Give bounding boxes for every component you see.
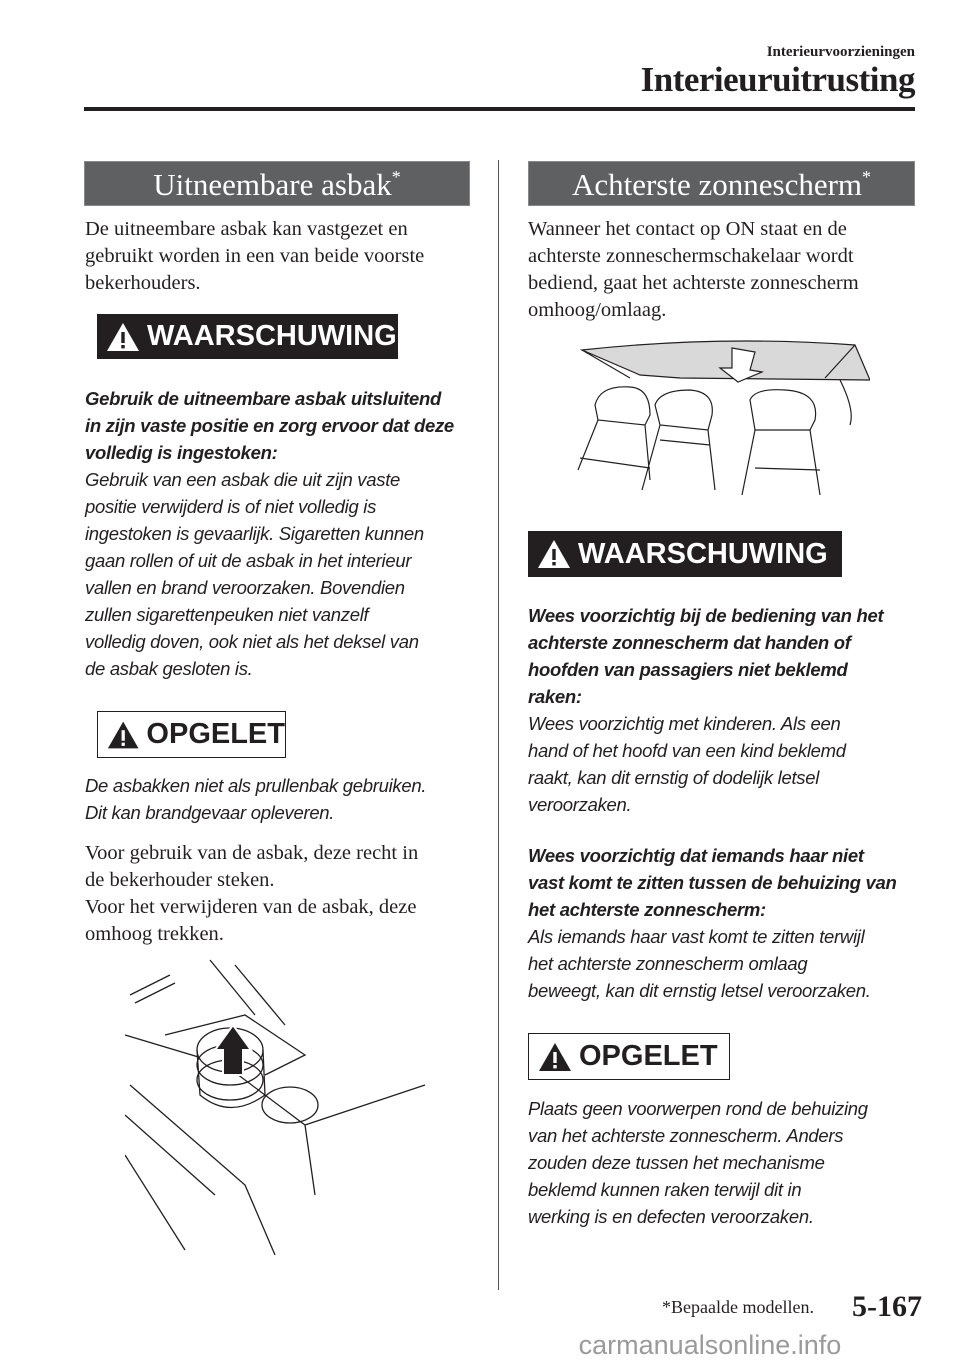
column-divider bbox=[498, 160, 499, 1290]
watermark: carmanualsonline.info bbox=[578, 1330, 842, 1360]
warning-triangle-icon bbox=[105, 321, 141, 353]
asterisk-mark: * bbox=[391, 167, 401, 187]
warning-badge bbox=[528, 531, 842, 577]
chapter-title: Interieurvoorzieningen bbox=[766, 44, 915, 60]
ashtray-intro: De uitneembare asbak kan vastgezet en gebruikt worden in een van beide voorste bekerhouders. bbox=[85, 218, 425, 294]
warning-label: WAARSCHUWING bbox=[147, 320, 397, 352]
sunshade-heading bbox=[528, 161, 915, 206]
header-rule bbox=[84, 107, 915, 111]
section-title: Interieuruitrusting bbox=[640, 60, 915, 99]
sunshade-heading-text: Achterste zonnescherm bbox=[571, 167, 863, 202]
warning-bold-text-1: Wees voorzichtig bij de bediening van het achterste zonnescherm dat handen of hoofden van passagiers niet beklemd raken: bbox=[528, 605, 884, 707]
warning-text: Gebruik van een asbak die uit zijn vaste positie verwijderd is of niet volledig is ingestoken is gevaarlijk. Sigaretten kunnen gaan rollen of uit de asbak in het interieur vallen en brand veroorzaken. Bovendien zullen sigarettenpeuken niet vanzelf volledig doven, ook niet als het deksel van de asbak gesloten is. bbox=[85, 469, 424, 679]
warning-triangle-icon bbox=[536, 538, 572, 570]
asterisk-mark: * bbox=[862, 167, 872, 187]
footnote: *Bepaalde modellen. bbox=[662, 1297, 814, 1317]
warning-bold-text: Gebruik de uitneembare asbak uitsluitend in zijn vaste positie en zorg ervoor dat deze volledig is ingestoken: bbox=[85, 388, 454, 463]
ashtray-heading-text: Uitneembare asbak bbox=[153, 167, 392, 202]
warning-label: WAARSCHUWING bbox=[578, 537, 828, 570]
caution-label: OPGELET bbox=[579, 1040, 718, 1072]
caution-label: OPGELET bbox=[146, 718, 285, 750]
caution-text: Plaats geen voorwerpen rond de behuizing van het achterste zonnescherm. Anders zouden deze tussen het mechanisme beklemd kunnen raken terwijl dit in werking is en defecten veroorzaken. bbox=[528, 1098, 868, 1227]
warning-badge bbox=[97, 314, 398, 359]
ashtray-usage: Voor gebruik van de asbak, deze recht in de bekerhouder steken. Voor het verwijderen van de asbak, deze omhoog trekken. bbox=[85, 842, 419, 945]
caution-badge bbox=[97, 711, 286, 758]
warning-triangle-icon bbox=[106, 719, 140, 751]
warning-text-2: Als iemands haar vast komt te zitten terwijl het achterste zonnescherm omlaag beweegt, kan dit ernstig letsel veroorzaken. bbox=[528, 926, 871, 1001]
rear-sunshade-illustration bbox=[570, 330, 870, 495]
ashtray-heading bbox=[84, 161, 470, 206]
warning-text-1: Wees voorzichtig met kinderen. Als een hand of het hoofd van een kind beklemd raakt, kan dit ernstig of dodelijk letsel veroorzaken. bbox=[528, 713, 846, 815]
caution-badge bbox=[528, 1033, 730, 1080]
warning-bold-text-2: Wees voorzichtig dat iemands haar niet vast komt te zitten tussen de behuizing van het achterste zonnescherm: bbox=[528, 845, 897, 920]
warning-triangle-icon bbox=[537, 1041, 573, 1073]
caution-text: De asbakken niet als prullenbak gebruiken. Dit kan brandgevaar opleveren. bbox=[85, 775, 427, 823]
page-number: 5-167 bbox=[852, 1290, 922, 1323]
ashtray-illustration bbox=[125, 955, 435, 1255]
sunshade-intro: Wanneer het contact op ON staat en de achterste zonneschermschakelaar wordt bediend, gaat het achterste zonnescherm omhoog/omlaag. bbox=[528, 218, 859, 321]
